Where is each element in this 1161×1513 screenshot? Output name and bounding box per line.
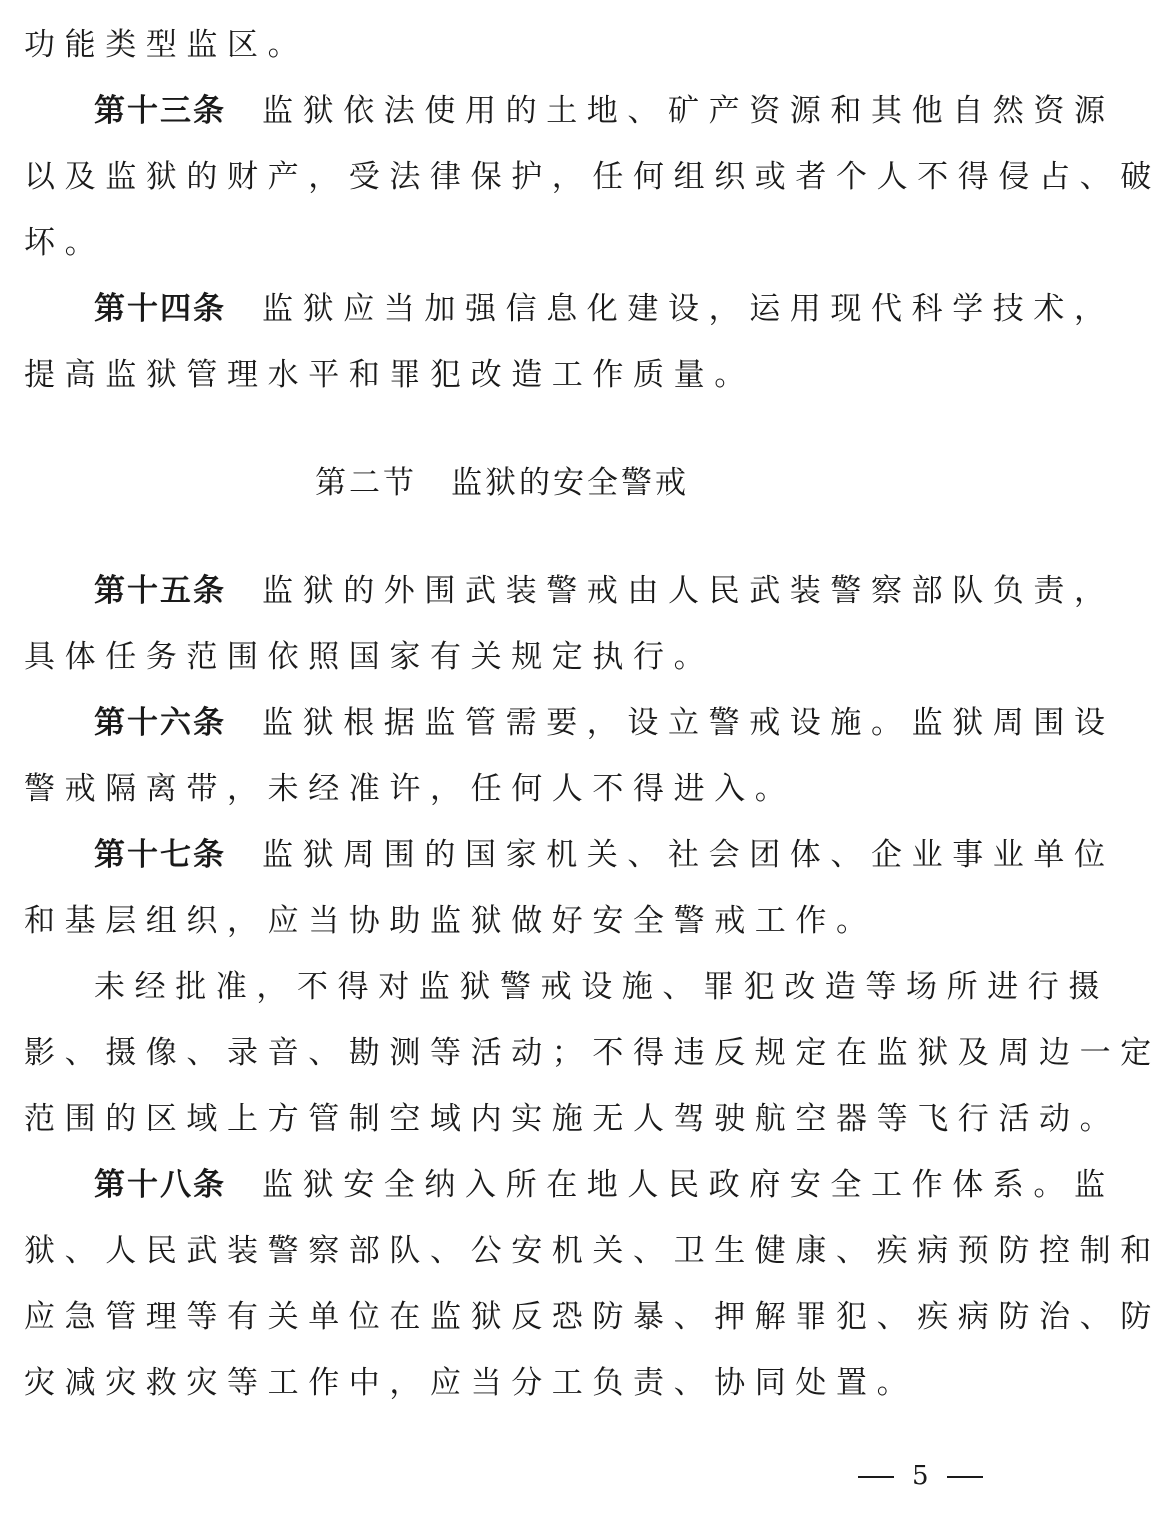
article-17-line-2: 和基层组织，应当协助监狱做好安全警戒工作。: [24, 903, 877, 939]
article-18-line-1: [24, 1152, 1115, 1218]
section-number: 第二节: [315, 465, 417, 501]
article-17: [24, 822, 1161, 1152]
article-16-text-1: 监狱根据监管需要，设立警戒设施。监狱周围设: [262, 705, 1115, 741]
article-14-line-2: 提高监狱管理水平和罪犯改造工作质量。: [24, 357, 755, 393]
article-15: [24, 558, 1115, 690]
article-18: [24, 1152, 1161, 1416]
article-13-text-1: 监狱依法使用的土地、矿产资源和其他自然资源: [262, 93, 1115, 129]
article-14: [24, 276, 1115, 408]
article-16-line-2: 警戒隔离带，未经准许，任何人不得进入。: [24, 771, 796, 807]
section-title: 监狱的安全警戒: [451, 465, 689, 501]
section-heading: [24, 450, 1004, 516]
article-15-line-2: 具体任务范围依照国家有关规定执行。: [24, 639, 715, 675]
article-18-line-3: 应急管理等有关单位在监狱反恐防暴、押解罪犯、疾病防治、防: [24, 1299, 1161, 1335]
article-18-line-2: 狱、人民武装警察部队、公安机关、卫生健康、疾病预防控制和: [24, 1233, 1161, 1269]
article-17-label: 第十七条: [94, 837, 226, 873]
article-13-line-1: [24, 78, 1115, 144]
article-16: [24, 690, 1115, 822]
article-13-line-2: 以及监狱的财产，受法律保护，任何组织或者个人不得侵占、破: [24, 159, 1161, 195]
article-14-text-1: 监狱应当加强信息化建设，运用现代科学技术，: [262, 291, 1115, 327]
article-18-text-1: 监狱安全纳入所在地人民政府安全工作体系。监: [262, 1167, 1115, 1203]
article-15-line-1: [24, 558, 1115, 624]
article-15-label: 第十五条: [94, 573, 226, 609]
article-17-para2-line-2: 影、摄像、录音、勘测等活动；不得违反规定在监狱及周边一定: [24, 1035, 1161, 1071]
article-13: [24, 78, 1161, 276]
article-16-line-1: [24, 690, 1115, 756]
article-13-label: 第十三条: [94, 93, 226, 129]
article-12-tail: 功能类型监区。: [24, 27, 309, 63]
article-14-line-1: [24, 276, 1115, 342]
section-spacer-top: [24, 408, 1004, 450]
article-13-line-3: 坏。: [24, 225, 106, 261]
page-footer: [858, 1460, 983, 1492]
footer-dash-left: [858, 1476, 894, 1478]
article-17-text-1: 监狱周围的国家机关、社会团体、企业事业单位: [262, 837, 1115, 873]
article-18-label: 第十八条: [94, 1167, 226, 1203]
article-15-text-1: 监狱的外围武装警戒由人民武装警察部队负责，: [262, 573, 1115, 609]
footer-dash-right: [947, 1476, 983, 1478]
page-number: 5: [912, 1461, 929, 1491]
document-page: [24, 12, 1161, 1416]
article-18-line-4: 灾减灾救灾等工作中，应当分工负责、协同处置。: [24, 1365, 918, 1401]
section-spacer-bottom: [24, 516, 1004, 558]
article-14-label: 第十四条: [94, 291, 226, 327]
article-17-para2-line-1: 未经批准，不得对监狱警戒设施、罪犯改造等场所进行摄: [94, 969, 1109, 1005]
article-17-para2-line-3: 范围的区域上方管制空域内实施无人驾驶航空器等飞行活动。: [24, 1101, 1121, 1137]
article-17-line-1: [24, 822, 1115, 888]
article-16-label: 第十六条: [94, 705, 226, 741]
